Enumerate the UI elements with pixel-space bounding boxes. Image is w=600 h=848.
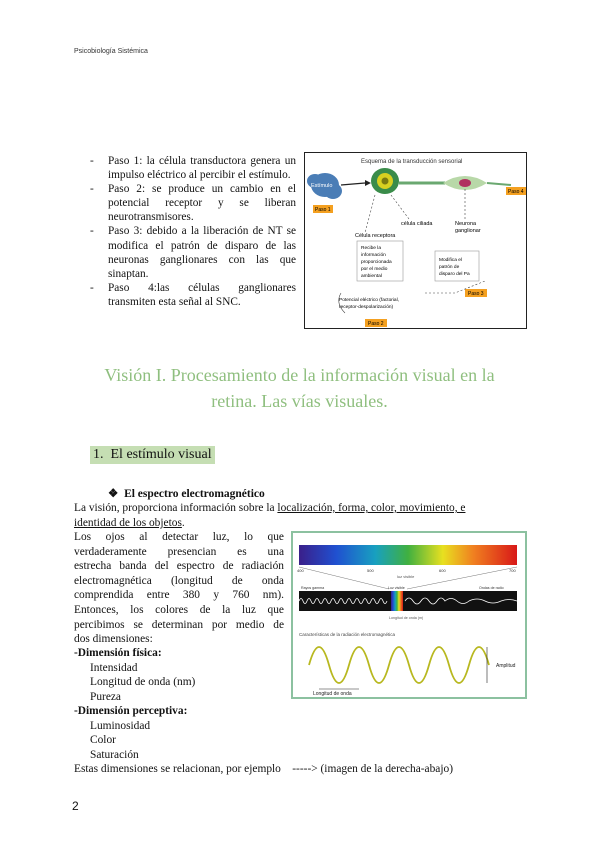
transduction-diagram-svg bbox=[305, 153, 526, 328]
scale-tick: 400 bbox=[297, 568, 304, 573]
step1-label: Paso 1 bbox=[315, 207, 331, 213]
step-item: - Paso 4:las células ganglionares transmiten esta señal al SNC. bbox=[90, 281, 296, 309]
ganglion-neuron-icon bbox=[443, 176, 487, 190]
physical-item: Intensidad bbox=[90, 661, 138, 674]
receptor-label: Célula receptora bbox=[355, 233, 396, 239]
transduction-steps-list bbox=[90, 154, 296, 309]
visible-band-highlight bbox=[391, 591, 403, 611]
sine-wave-icon bbox=[309, 647, 489, 683]
intro-underlined: localización, forma, color, movimiento, e bbox=[277, 502, 466, 514]
potential-bracket-icon bbox=[339, 293, 345, 313]
amplitude-label: Amplitud bbox=[496, 663, 516, 669]
paragraph-line: electromagnética (longitud de onda bbox=[74, 574, 284, 587]
band-label: Ondas de radio bbox=[479, 586, 504, 590]
step4-label: Paso 4 bbox=[508, 189, 524, 195]
fire-text: Modifica el bbox=[439, 258, 462, 263]
running-header: Psicobiología Sistémica bbox=[74, 48, 148, 55]
paragraph-line: percibimos se determinan por medio de bbox=[74, 618, 284, 631]
transduction-diagram bbox=[304, 152, 527, 329]
light-paragraph bbox=[74, 530, 284, 647]
band-label: Rayos gamma bbox=[301, 586, 325, 590]
receptor-text: información bbox=[361, 253, 386, 258]
subsection-label: El espectro electromagnético bbox=[124, 488, 265, 500]
physical-dimension bbox=[74, 646, 195, 704]
step-item: - Paso 1: la célula transductora genera un impulso eléctrico al percibir el estímulo. bbox=[90, 154, 296, 182]
visible-spectrum-bar bbox=[299, 545, 517, 565]
neuron-label-1: Neurona bbox=[455, 221, 477, 227]
axon-out-icon bbox=[487, 183, 511, 185]
paragraph-line: estrecha banda del espectro de radiación bbox=[74, 560, 284, 573]
receptor-text: ambiental bbox=[361, 274, 382, 279]
receptor-text: por el medio bbox=[361, 267, 388, 272]
intro-underlined: identidad de los objetos bbox=[74, 516, 182, 529]
wavelength-label: Longitud de onda bbox=[313, 691, 352, 697]
intro-text: La visión, proporciona información sobre la bbox=[74, 502, 278, 514]
paragraph-line: Entonces, los colores de la luz que bbox=[74, 603, 284, 616]
visible-light-label: luz visible bbox=[397, 574, 415, 579]
section-heading bbox=[90, 446, 215, 464]
cell-label: célula ciliada bbox=[401, 221, 433, 227]
perceptual-item: Luminosidad bbox=[90, 719, 151, 732]
physical-item: Longitud de onda (nm) bbox=[90, 676, 196, 689]
relation-arrow: -----> (imagen de la derecha-abajo) bbox=[292, 763, 453, 775]
section-label: El estímulo visual bbox=[110, 447, 212, 462]
receptor-cell-icon bbox=[371, 168, 399, 194]
potential-text: Potencial eléctrico (factorial, bbox=[339, 298, 399, 303]
diamond-bullet-icon: ❖ bbox=[108, 488, 119, 500]
scale-tick: 500 bbox=[367, 568, 374, 573]
axis-label: Longitud de onda (m) bbox=[389, 616, 424, 620]
relation-line bbox=[74, 762, 453, 777]
perceptual-item: Saturación bbox=[90, 748, 139, 761]
potential-text: receptor-despolarización) bbox=[339, 305, 394, 310]
intro-end: . bbox=[181, 516, 185, 529]
perceptual-item: Color bbox=[90, 734, 116, 747]
fire-text: patrón de bbox=[439, 265, 460, 270]
relation-text: Estas dimensiones se relacionan, por ejemplo bbox=[74, 763, 281, 775]
receptor-text: proporcionada bbox=[361, 260, 392, 265]
page-number: 2 bbox=[72, 799, 79, 813]
stimulus-label: Estímulo bbox=[311, 183, 333, 189]
arrow-head-icon bbox=[365, 180, 371, 186]
fire-text: disparo del Pa bbox=[439, 272, 470, 277]
perceptual-heading: -Dimensión perceptiva: bbox=[74, 705, 188, 717]
paragraph-line: comprendida entre 380 y 760 nm). bbox=[74, 589, 284, 602]
chapter-title bbox=[74, 362, 525, 414]
receptor-text: Recibe la bbox=[361, 246, 381, 251]
scale-tick: 700 bbox=[509, 568, 516, 573]
chapter-title-line: Visión I. Procesamiento de la información visual en la bbox=[104, 365, 495, 385]
paragraph-line: verdaderamente presencian es una bbox=[74, 545, 284, 558]
band-label: Luz visible bbox=[388, 586, 405, 590]
diagram-title: Esquema de la transducción sensorial bbox=[361, 159, 463, 165]
spectrum-figure bbox=[291, 531, 527, 699]
physical-item: Pureza bbox=[90, 690, 121, 703]
spectrum-figure-svg bbox=[293, 533, 525, 697]
subsection-heading bbox=[108, 486, 265, 500]
intro-paragraph bbox=[74, 501, 526, 530]
step2-label: Paso 2 bbox=[368, 321, 384, 327]
physical-heading: -Dimensión física: bbox=[74, 647, 162, 659]
perceptual-dimension bbox=[74, 704, 187, 762]
chapter-title-line: retina. Las vías visuales. bbox=[211, 391, 388, 411]
scale-tick: 600 bbox=[439, 568, 446, 573]
paragraph-line: dos dimensiones: bbox=[74, 633, 153, 646]
neuron-label-2: ganglionar bbox=[455, 228, 481, 234]
characteristics-title: Características de la radiación electromagnética bbox=[299, 632, 396, 637]
arrow-icon bbox=[341, 183, 365, 185]
section-number: 1. bbox=[93, 447, 104, 462]
step-item: - Paso 3: debido a la liberación de NT se modifica el patrón de disparo de las neuronas ganglionares con las que sinaptan. bbox=[90, 224, 296, 280]
step-item: - Paso 2: se produce un cambio en el potencial receptor y se liberan neurotransmisores. bbox=[90, 182, 296, 224]
paragraph-line: Los ojos al detectar luz, lo que bbox=[74, 531, 284, 543]
step3-label: Paso 3 bbox=[468, 291, 484, 297]
